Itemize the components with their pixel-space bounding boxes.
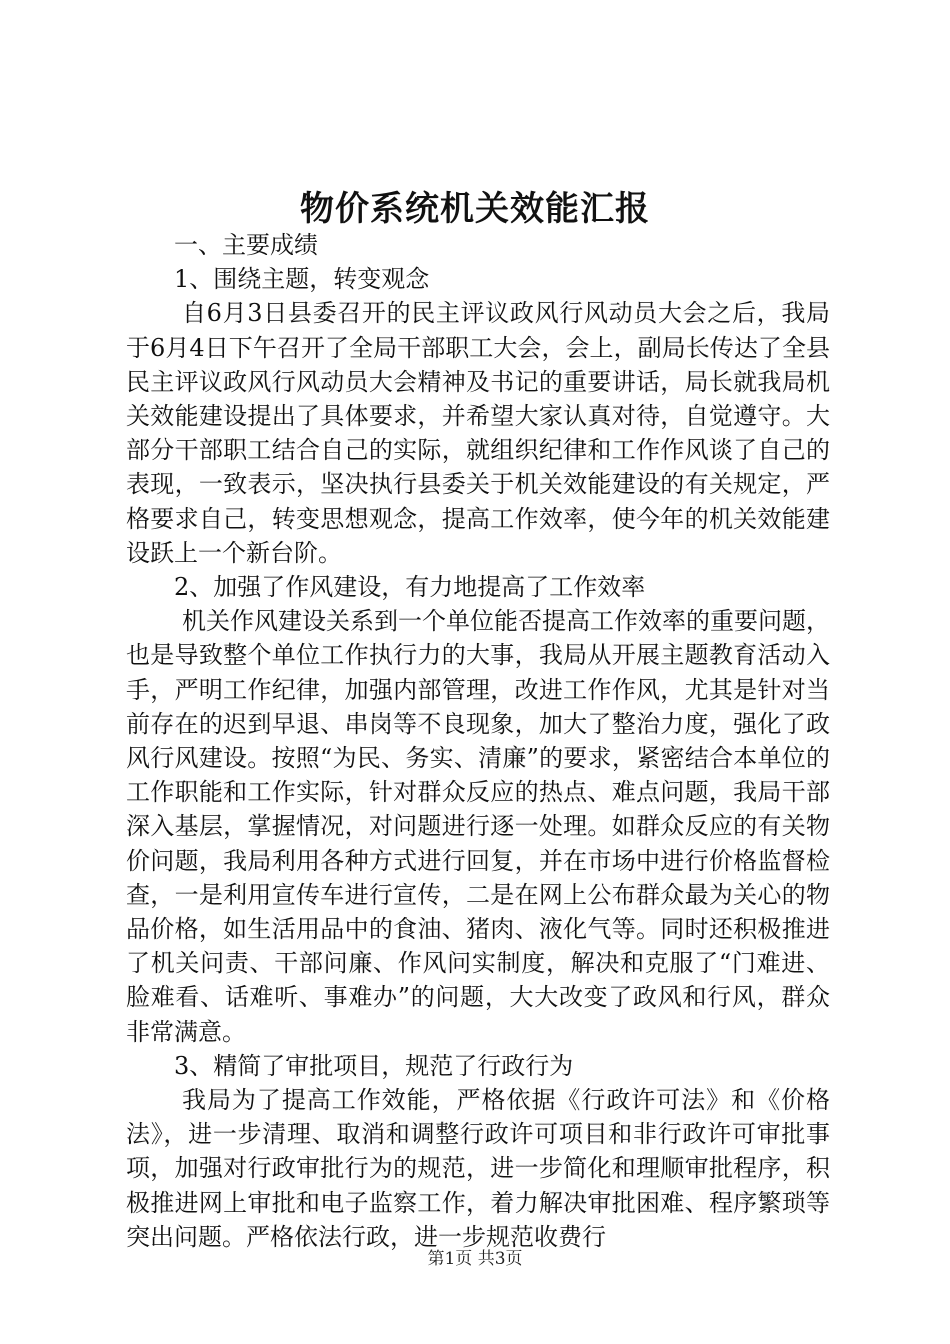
- document-body: [126, 228, 830, 1254]
- section-heading: 1、围绕主题，转变观念: [174, 265, 430, 294]
- page-number-footer: 第1页 共3页: [427, 1249, 523, 1269]
- paragraph: 机关作风建设关系到一个单位能否提高工作效率的重要问题，也是导致整个单位工作执行力的大事，我局从开展主题教育活动入手，严明工作纪律，加强内部管理，改进工作作风，尤其是针对当前存在的迟到早退、串岗等不良现象，加大了整治力度，强化了政风行风建设。按照“为民、务实、清廉”的要求，紧密结合本单位的工作职能和工作实际，针对群众反应的热点、难点问题，我局干部深入基层，掌握情况，对问题进行逐一处理。如群众反应的有关物价问题，我局利用各种方式进行回复，并在市场中进行价格监督检查，一是利用宣传车进行宣传，二是在网上公布群众最为关心的物品价格，如生活用品中的食油、猪肉、液化气等。同时还积极推进了机关问责、干部问廉、作风问实制度，解决和克服了“门难进、脸难看、话难听、事难办”的问题，大大改变了政风和行风，群众非常满意。: [126, 607, 830, 1046]
- document-title: 物价系统机关效能汇报: [300, 189, 650, 229]
- paragraph: 我局为了提高工作效能，严格依据《行政许可法》和《价格法》，进一步清理、取消和调整行政许可项目和非行政许可审批事项，加强对行政审批行为的规范，进一步简化和理顺审批程序，积极推进网上审批和电子监察工作，着力解决审批困难、程序繁琐等突出问题。严格依法行政，进一步规范收费行: [126, 1086, 830, 1251]
- paragraph: 自6月3日县委召开的民主评议政风行风动员大会之后，我局于6月4日下午召开了全局干部职工大会，会上，副局长传达了全县民主评议政风行风动员大会精神及书记的重要讲话，局长就我局机关效能建设提出了具体要求，并希望大家认真对待，自觉遵守。大部分干部职工结合自己的实际，就组织纪律和工作作风谈了自己的表现，一致表示，坚决执行县委关于机关效能建设的有关规定，严格要求自己，转变思想观念，提高工作效率，使今年的机关效能建设跃上一个新台阶。: [126, 299, 830, 567]
- section-heading: 3、精简了审批项目，规范了行政行为: [174, 1051, 574, 1080]
- section-heading: 一、主要成绩: [174, 231, 318, 259]
- section-heading: 2、加强了作风建设，有力地提高了工作效率: [174, 573, 646, 602]
